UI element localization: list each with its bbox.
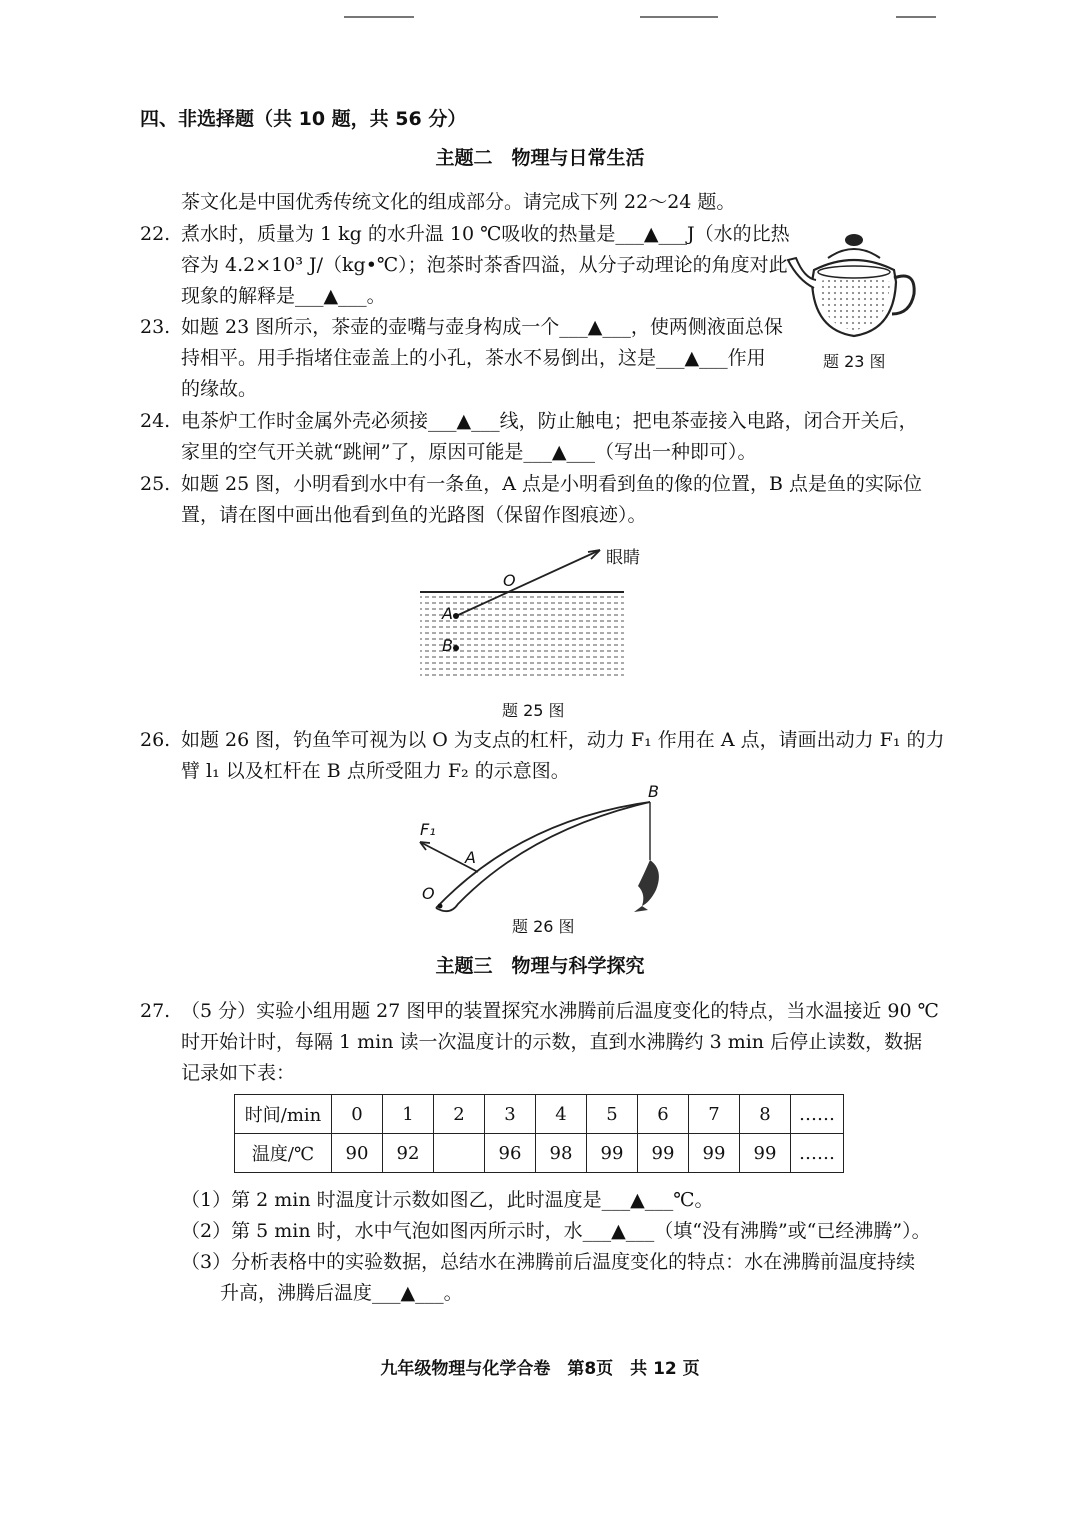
topic2-title: 主题二 物理与日常生活 [435,147,645,169]
q26-figure-caption: 题 26 图 [512,917,575,936]
table-cell: 96 [485,1134,536,1173]
q27-number: 27. [140,1000,171,1022]
table-cell: 99 [638,1134,689,1173]
q25-point-o: O [503,571,516,590]
table-cell: 0 [332,1095,383,1134]
q22-number: 22. [140,223,171,245]
q27-sub1: （1）第 2 min 时温度计示数如图乙，此时温度是___▲___℃。 [181,1189,714,1211]
q25-point-b: B [442,636,453,655]
table-cell: 99 [740,1134,791,1173]
table-cell: 90 [332,1134,383,1173]
top-rule-1 [344,16,414,18]
table-cell: 99 [587,1134,638,1173]
q26-force-f1-label: F₁ [420,820,436,839]
q24-line1: 电茶炉工作时金属外壳必须接___▲___线，防止触电；把电茶壶接入电路，闭合开关后， [181,410,918,432]
table-cell: 99 [689,1134,740,1173]
page-footer: 九年级物理与化学合卷 第8页 共 12 页 [380,1359,700,1379]
table-cell: 5 [587,1095,638,1134]
q24-number: 24. [140,410,171,432]
table-cell: 2 [434,1095,485,1134]
q22-line3: 现象的解释是___▲___。 [181,285,386,307]
table-cell: 4 [536,1095,587,1134]
fishing-rod-figure [410,790,670,920]
q22-line1: 煮水时，质量为 1 kg 的水升温 10 ℃吸收的热量是___▲___J（水的比热 [181,223,790,245]
q27-line1: （5 分）实验小组用题 27 图甲的装置探究水沸腾前后温度变化的特点，当水温接近 90 ℃ [181,1000,939,1022]
topic2-intro: 茶文化是中国优秀传统文化的组成部分。请完成下列 22～24 题。 [181,191,736,213]
q23-number: 23. [140,316,171,338]
q26-number: 26. [140,729,171,751]
table-row-time [235,1095,844,1134]
q26-point-a: A [465,848,476,867]
table-row-temperature [235,1134,844,1173]
q23-line3: 的缘故。 [181,378,258,400]
q25-line1: 如题 25 图，小明看到水中有一条鱼，A 点是小明看到鱼的像的位置，B 点是鱼的实际位 [181,473,923,495]
q25-point-a: A [442,604,453,623]
table-cell: …… [791,1095,844,1134]
top-rule-2 [640,16,718,18]
top-rule-3 [896,16,936,18]
q24-line2: 家里的空气开关就“跳闸”了，原因可能是___▲___（写出一种即可）。 [181,441,757,463]
q25-number: 25. [140,473,171,495]
q26-point-o: O [422,884,435,903]
q27-sub3-line2: 升高，沸腾后温度___▲___。 [220,1282,463,1304]
table-cell: 1 [383,1095,434,1134]
q27-sub2: （2）第 5 min 时，水中气泡如图丙所示时，水___▲___（填“没有沸腾”或“已经沸腾”）。 [181,1220,931,1242]
q25-eye-label: 眼睛 [606,548,640,568]
q23-figure-caption: 题 23 图 [823,352,886,371]
table-cell: 7 [689,1095,740,1134]
q27-line2: 时开始计时，每隔 1 min 读一次温度计的示数，直到水沸腾约 3 min 后停止读数，数据 [181,1031,923,1053]
topic3-title: 主题三 物理与科学探究 [435,955,645,977]
table-cell [434,1134,485,1173]
q26-line1: 如题 26 图，钓鱼竿可视为以 O 为支点的杠杆，动力 F₁ 作用在 A 点，请画出动力 F₁ 的力 [181,729,945,751]
teapot-figure [784,230,924,348]
table-cell: 6 [638,1095,689,1134]
table-cell: 8 [740,1095,791,1134]
q27-line3: 记录如下表： [181,1062,296,1084]
q23-line1: 如题 23 图所示，茶壶的壶嘴与壶身构成一个___▲___，使两侧液面总保 [181,316,783,338]
section-title: 四、非选择题（共 10 题，共 56 分） [140,108,467,130]
q22-line2: 容为 4.2×10³ J/（kg•℃）；泡茶时茶香四溢，从分子动理论的角度对此 [181,254,788,276]
table-header-temperature: 温度/℃ [235,1134,332,1173]
table-cell: …… [791,1134,844,1173]
q27-data-table [234,1094,844,1173]
q23-line2: 持相平。用手指堵住壶盖上的小孔，茶水不易倒出，这是___▲___作用 [181,347,766,369]
table-header-time: 时间/min [235,1095,332,1134]
q27-sub3-line1: （3）分析表格中的实验数据，总结水在沸腾前后温度变化的特点：水在沸腾前温度持续 [181,1251,916,1273]
table-cell: 3 [485,1095,536,1134]
table-cell: 98 [536,1134,587,1173]
q26-line2: 臂 l₁ 以及杠杆在 B 点所受阻力 F₂ 的示意图。 [181,760,570,782]
q25-line2: 置，请在图中画出他看到鱼的光路图（保留作图痕迹）。 [181,504,647,526]
q25-figure-caption: 题 25 图 [502,701,565,720]
q26-point-b: B [648,782,659,801]
table-cell: 92 [383,1134,434,1173]
